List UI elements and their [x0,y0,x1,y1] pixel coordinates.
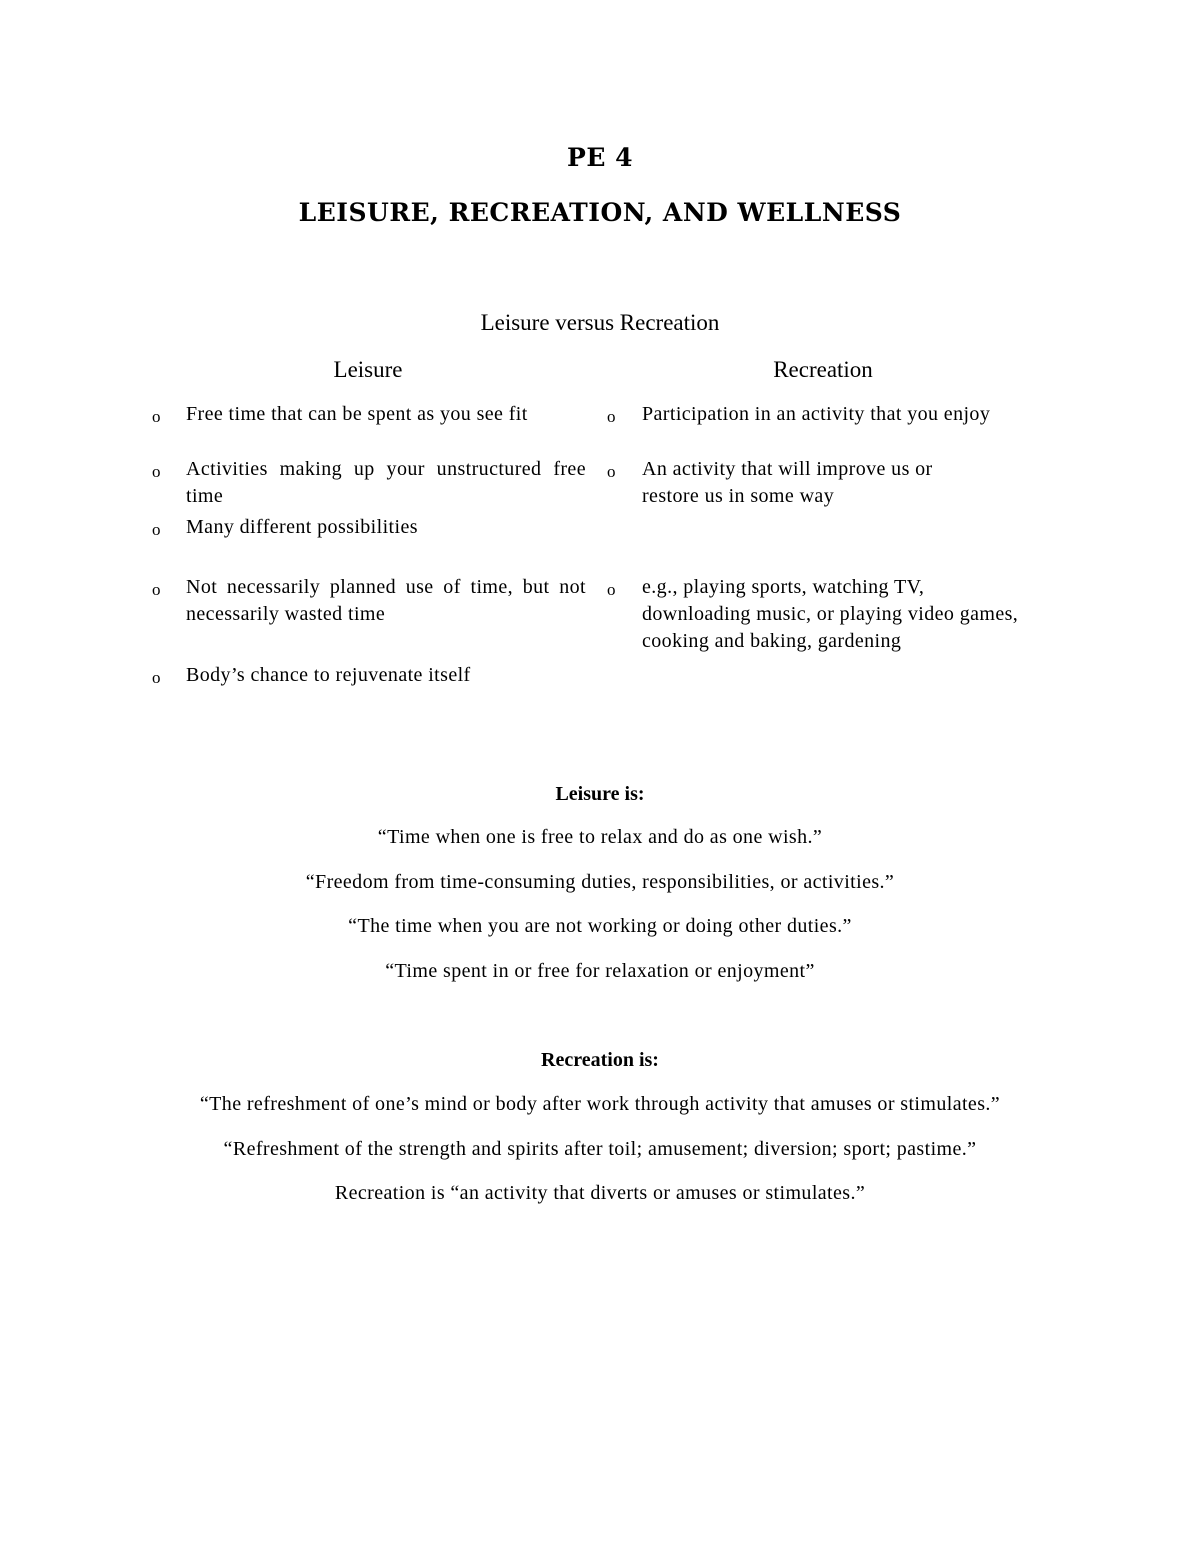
recreation-quote: “The refreshment of one’s mind or body after work through activity that amuses or stimulates.” [199,1093,1001,1115]
leisure-quote: “Time spent in or free for relaxation or enjoyment” [385,960,815,982]
leisure-quote: “The time when you are not working or doing other duties.” [348,915,852,937]
bullet-icon: o [152,462,161,481]
leisure-item: Body’s chance to rejuvenate itself [186,664,471,686]
document-title: LEISURE, RECREATION, AND WELLNESS [298,198,902,227]
recreation-quote: “Refreshment of the strength and spirits after toil; amusement; diversion; sport; pastime.” [223,1138,977,1160]
bullet-icon: o [152,580,161,599]
leisure-quote: “Time when one is free to relax and do as one wish.” [377,826,823,848]
bullet-icon: o [152,668,161,687]
comparison-heading: Leisure versus Recreation [480,310,720,335]
recreation-column-header: Recreation [773,357,873,382]
bullet-icon: o [607,462,616,481]
leisure-quote: “Freedom from time-consuming duties, responsibilities, or activities.” [305,871,895,893]
recreation-definitions-heading: Recreation is: [541,1049,659,1071]
bullet-icon: o [607,407,616,426]
leisure-item: Not necessarily planned use of time, but not necessarily wasted time [186,576,586,625]
course-code: PE 4 [567,143,633,172]
bullet-icon: o [607,580,616,599]
recreation-item: An activity that will improve us or restore us in some way [642,458,933,507]
recreation-quote: Recreation is “an activity that diverts or amuses or stimulates.” [334,1182,866,1204]
leisure-definitions-heading: Leisure is: [555,783,645,805]
leisure-column-header: Leisure [333,357,403,382]
leisure-item: Activities making up your unstructured free time [186,458,586,507]
leisure-item: Free time that can be spent as you see fit [186,403,528,425]
recreation-item: e.g., playing sports, watching TV, downloading music, or playing video games, cooking and baking, gardening [642,576,1019,652]
bullet-icon: o [152,520,161,539]
bullet-icon: o [152,407,161,426]
recreation-item: Participation in an activity that you enjoy [642,403,991,425]
leisure-item: Many different possibilities [186,516,418,538]
